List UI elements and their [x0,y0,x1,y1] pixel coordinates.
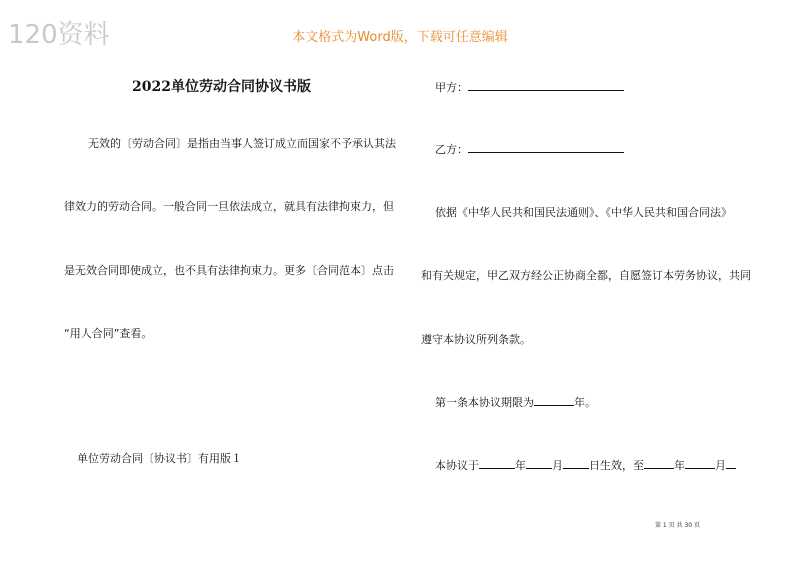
right-paragraph-line-1: 依据《中华人民共和国民法通则》、《中华人民共和国合同法》 [435,206,732,219]
party-a-label: 甲方： [435,81,468,94]
term-suffix: 年。 [574,396,596,409]
watermark-logo: 120资料 [8,20,110,50]
term-years-blank [534,393,574,406]
section-subheading: 单位劳动合同〔协议书〕有用版１ [77,452,242,465]
right-paragraph-line-2: 和有关规定，甲乙双方经公正协商全都，自愿签订本劳务协议，共同 [421,269,751,282]
paragraph-line-4: “用人合同”查看。 [64,327,153,340]
end-day-blank [726,456,736,469]
format-banner: 本文格式为Word版，下载可任意编辑 [292,30,508,45]
end-year-label: 年 [674,459,685,472]
effective-clause [435,456,736,473]
start-day-blank [563,456,589,469]
party-a-blank [468,78,624,91]
right-paragraph-line-3: 遵守本协议所列条款。 [421,333,531,346]
paragraph-line-2: 律效力的劳动合同。一般合同一旦依法成立，就具有法律拘束力，但 [64,200,394,213]
party-b-blank [468,140,624,153]
end-month-blank [685,456,715,469]
document-title: 2022单位劳动合同协议书版 [132,79,311,95]
end-month-label: 月 [715,459,726,472]
term-clause [435,393,596,410]
start-month-label: 月 [552,459,563,472]
start-year-label: 年 [515,459,526,472]
paragraph-line-1: 无效的〔劳动合同〕是指由当事人签订成立而国家不予承认其法 [88,137,396,150]
page-number: 第 1 页 共 30 页 [655,522,700,529]
party-b-label: 乙方： [435,143,468,156]
start-month-blank [526,456,552,469]
paragraph-line-3: 是无效合同即使成立，也不具有法律拘束力。更多〔合同范本〕点击 [64,264,394,277]
end-year-blank [644,456,674,469]
start-day-label: 日生效，至 [589,459,644,472]
party-a-field [435,78,624,95]
effective-prefix: 本协议于 [435,459,479,472]
term-prefix: 第一条本协议期限为 [435,396,534,409]
start-year-blank [479,456,515,469]
party-b-field [435,140,624,157]
